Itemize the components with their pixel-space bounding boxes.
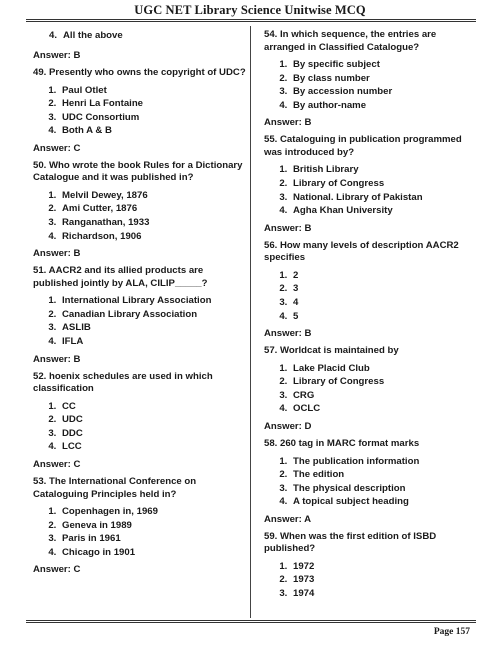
option-list: [264, 269, 478, 323]
option-item: 4. IFLA: [59, 335, 247, 349]
question-text: 51. AACR2 and its allied products are published jointly by ALA, CILIP_____?: [33, 265, 208, 289]
option-item: 2. 1973: [290, 573, 478, 587]
option-item: 1. 2: [290, 269, 478, 283]
option-item: 2. Library of Congress: [290, 177, 478, 191]
answer-line: Answer: C: [33, 459, 81, 470]
option-list: [33, 189, 247, 243]
answer-line: Answer: D: [264, 421, 312, 432]
option-list: [264, 163, 478, 217]
answer-line: Answer: C: [33, 564, 81, 576]
option-item: 3. DDC: [59, 427, 247, 441]
right-column: [264, 29, 478, 605]
option-list: [264, 560, 478, 601]
option-item: 4. 5: [290, 310, 478, 324]
option-item: 1. By specific subject: [290, 58, 478, 72]
option-item: 1. Copenhagen in, 1969: [59, 505, 247, 519]
footer-double-rule: [26, 620, 476, 623]
question-text: 59. When was the first edition of ISBD published?: [264, 530, 437, 555]
option-list: [264, 455, 478, 509]
option-item: 3. 1974: [290, 587, 478, 601]
option-list: [33, 505, 247, 559]
left-question-list: [33, 67, 247, 576]
answer-line: Answer: B: [33, 50, 81, 61]
question-text: 50. Who wrote the book Rules for a Dictionary Catalogue and it was published in?: [33, 159, 243, 184]
answer-line: Answer: B: [264, 117, 312, 129]
answer-line: Answer: C: [33, 142, 81, 154]
option-item: 3. National. Library of Pakistan: [290, 191, 478, 205]
answer-line: Answer: B: [33, 353, 81, 365]
option-item: 4. Agha Khan University: [290, 204, 478, 218]
option-list: [33, 84, 247, 138]
option-item: 4. Chicago in 1901: [59, 546, 247, 560]
option-item: 1. British Library: [290, 163, 478, 177]
page-header-title: UGC NET Library Science Unitwise MCQ: [134, 3, 366, 17]
answer-line: Answer: B: [33, 248, 81, 260]
question-text: 54. In which sequence, the entries are arranged in Classified Catalogue?: [264, 29, 437, 53]
option-item: 3. CRG: [290, 389, 478, 403]
question-text: 49. Presently who owns the copyright of UDC?: [33, 67, 246, 78]
option-item: 2. The edition: [290, 468, 478, 482]
option-item: 3. Paris in 1961: [59, 532, 247, 546]
option-item: 4. OCLC: [290, 402, 478, 416]
option-item: 1. Paul Otlet: [59, 84, 247, 98]
option-item: 2. By class number: [290, 72, 478, 86]
option-list: [264, 362, 478, 416]
option-item: 3. The physical description: [290, 482, 478, 496]
question-text: 56. How many levels of description AACR2 specifies: [264, 239, 459, 264]
question-text: 55. Cataloguing in publication programmed was introduced by?: [264, 134, 462, 158]
option-item: 3. 4: [290, 296, 478, 310]
option-item: 2. Ami Cutter, 1876: [59, 202, 247, 216]
option-item: 2. Geneva in 1989: [59, 519, 247, 533]
option-item: 1. CC: [59, 400, 247, 414]
option-item: 4. LCC: [59, 440, 247, 454]
option-item: 1. The publication information: [290, 455, 478, 469]
option-item: 3. By accession number: [290, 85, 478, 99]
right-question-list: [264, 29, 478, 601]
option-number: 4.: [48, 30, 57, 41]
option-item: 1. 1972: [290, 560, 478, 574]
option-item: 1. Melvil Dewey, 1876: [59, 189, 247, 203]
answer-line: Answer: A: [264, 513, 312, 525]
option-item: 2. Canadian Library Association: [59, 308, 247, 322]
question-text: 57. Worldcat is maintained by: [264, 345, 399, 357]
column-divider: [250, 26, 251, 618]
option-item: 4. Both A & B: [59, 124, 247, 138]
option-item: 3. UDC Consortium: [59, 111, 247, 125]
question-text: 52. hoenix schedules are used in which classification: [33, 370, 213, 395]
option-text: All the above: [63, 30, 123, 41]
left-column: [33, 29, 247, 581]
option-item: 4. Richardson, 1906: [59, 230, 247, 244]
question-text: 58. 260 tag in MARC format marks: [264, 438, 420, 449]
option-item: 3. Ranganathan, 1933: [59, 216, 247, 230]
option-list: [33, 294, 247, 348]
option-item: 3. ASLIB: [59, 321, 247, 335]
option-item: 1. Lake Placid Club: [290, 362, 478, 376]
header-double-rule: [26, 19, 476, 22]
option-item: 2. 3: [290, 282, 478, 296]
answer-line: Answer: B: [264, 328, 312, 340]
option-list: [33, 400, 247, 454]
option-list: [264, 58, 478, 112]
page-number: Page 157: [433, 627, 470, 637]
answer-line: Answer: B: [264, 222, 312, 234]
option-item: 4. A topical subject heading: [290, 495, 478, 509]
option-item: 4. By author-name: [290, 99, 478, 113]
option-item: 2. Henri La Fontaine: [59, 97, 247, 111]
option-item: 2. UDC: [59, 413, 247, 427]
option-item: 2. Library of Congress: [290, 375, 478, 389]
option-item: 1. International Library Association: [59, 294, 247, 308]
continued-option: [33, 29, 247, 42]
question-text: 53. The International Conference on Cataloguing Principles held in?: [33, 476, 197, 500]
